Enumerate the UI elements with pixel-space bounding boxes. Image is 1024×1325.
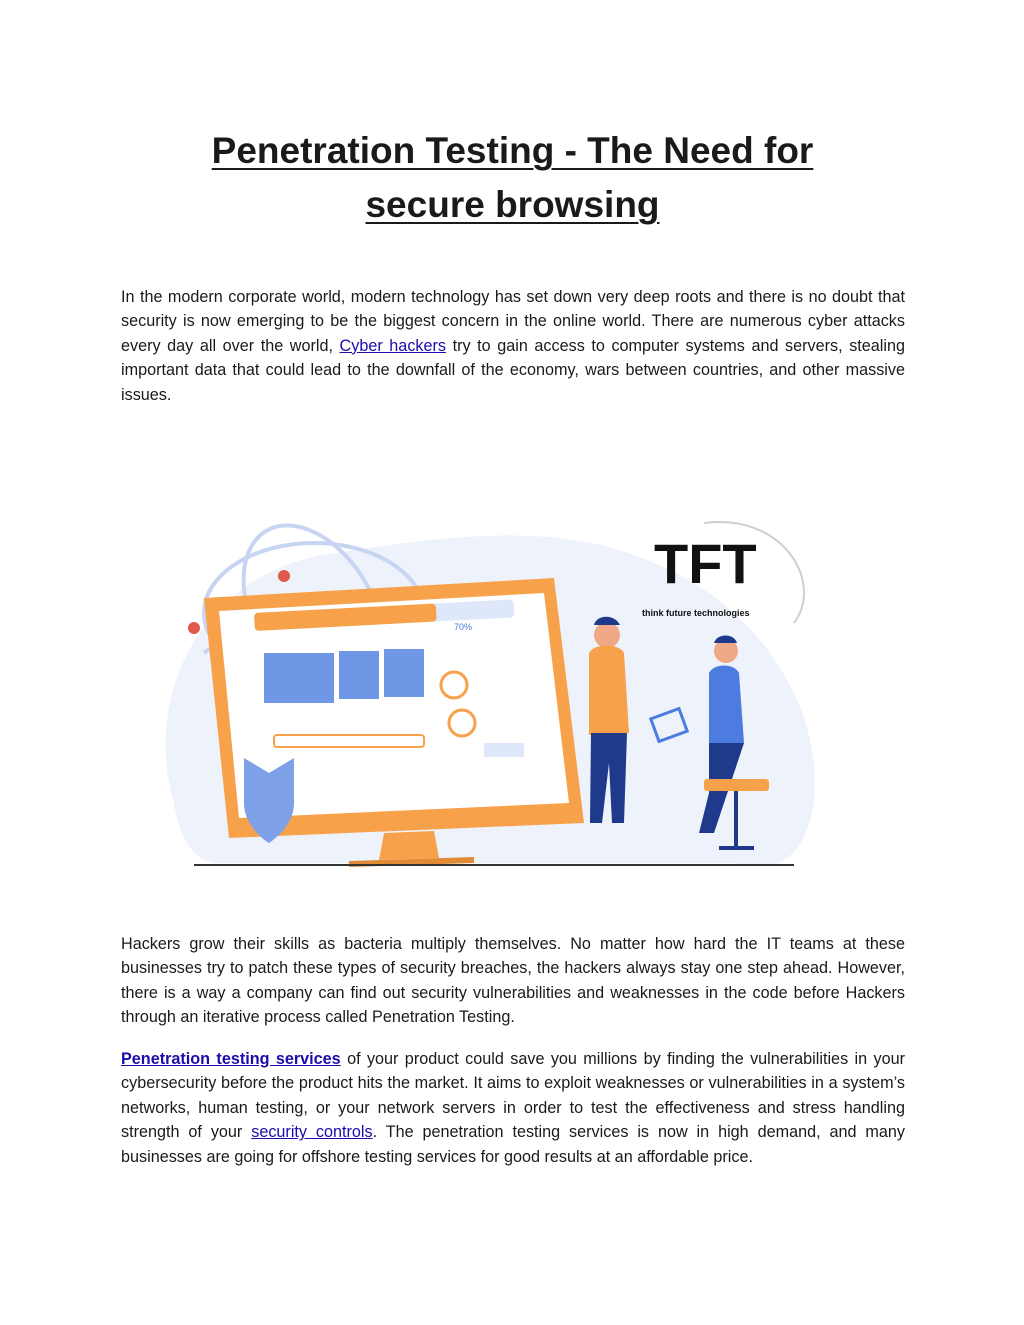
progress-label: 70% — [454, 622, 473, 632]
hackers-paragraph: Hackers grow their skills as bacteria multiply themselves. No matter how hard the IT teams at these businesses try to patch these types of security breaches, the hackers always stay one step ahead. However, there is a way a company can find out security vulnerabilities and weaknesses in the code before Hackers through an iterative process called Penetration Testing. — [121, 935, 905, 1027]
logo-tft — [642, 522, 804, 623]
services-text-end: . The penetration testing services is now in high demand, and many businesses are going for offshore testing services for good results at an affordable price. — [121, 1123, 905, 1166]
bug-icon-2 — [188, 622, 200, 634]
page-title — [120, 124, 905, 232]
services-paragraph — [121, 1047, 905, 1169]
title-line-1: Penetration Testing - The Need for — [211, 130, 814, 171]
logo-text: TFT — [654, 532, 757, 595]
logo-tagline: think future technologies — [642, 608, 750, 618]
intro-text: In the modern corporate world, modern technology has set down very deep roots and there is no doubt that security is now emerging to be the biggest concern in the online world. There are numerous cyber attacks every day all over the world, — [121, 288, 905, 355]
bug-icon — [278, 570, 290, 582]
title-line-2: secure browsing — [365, 184, 660, 225]
services-text: of your product could save you millions by finding the vulnerabilities in your cybersecurity before the product hits the market. It aims to exploit weaknesses or vulnerabilities in a system’s networks, human testing, or your network servers in order to test the effectiveness and stress handling strength of your — [121, 1050, 906, 1142]
penetration-testing-services-link[interactable]: Penetration testing services — [121, 1050, 341, 1068]
penetration-testing-illustration — [134, 503, 844, 903]
intro-text-end: try to gain access to computer systems and servers, stealing important data that could lead to the downfall of the economy, wars between countries, and other massive issues. — [121, 336, 905, 404]
intro-paragraph — [121, 285, 905, 407]
cyber-hackers-link[interactable]: Cyber hackers — [339, 336, 446, 355]
security-controls-link[interactable]: security controls — [251, 1123, 373, 1142]
